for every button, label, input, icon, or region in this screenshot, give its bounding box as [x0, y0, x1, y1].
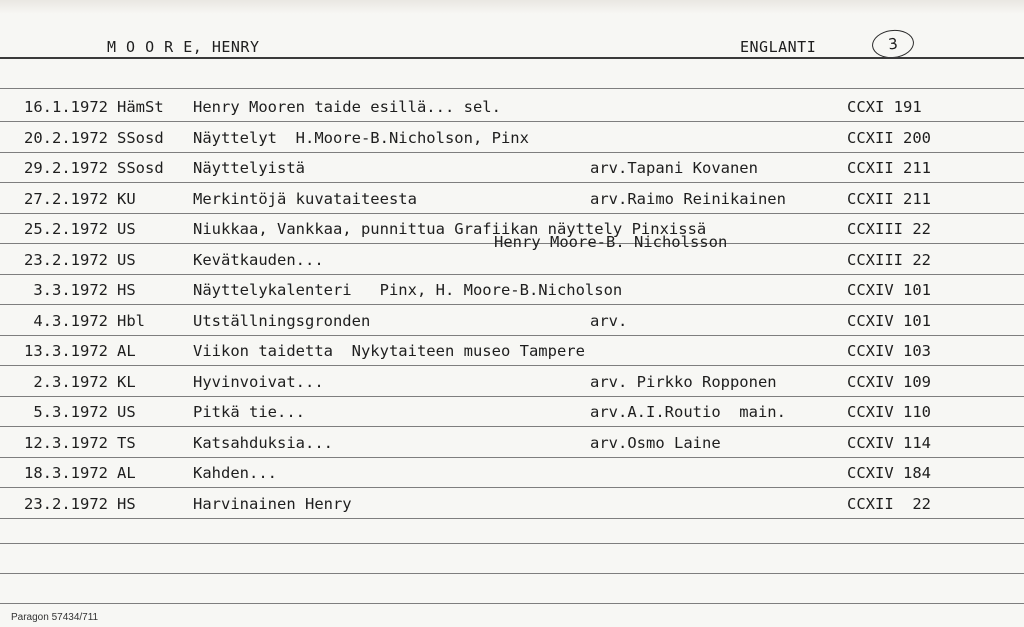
- entry-source: US: [117, 220, 136, 238]
- entry-ref: CCXIV 110: [847, 403, 931, 421]
- ruled-line: [0, 121, 1024, 122]
- entry-ref: CCXIV 184: [847, 464, 931, 482]
- entry-date: 25.2.1972: [24, 220, 108, 238]
- card-number-circle: 3: [871, 28, 916, 60]
- ruled-line: [0, 543, 1024, 544]
- entry-ref: CCXII 211: [847, 189, 931, 208]
- entry-date: 12.3.1972: [24, 433, 108, 452]
- entry-source: TS: [117, 433, 136, 452]
- ruled-line: [0, 603, 1024, 604]
- table-row: [0, 495, 1024, 519]
- entry-ref: CCXII 211: [847, 159, 931, 177]
- entry-date: 29.2.1972: [24, 159, 108, 177]
- ruled-line: [0, 518, 1024, 519]
- header-rule: [0, 57, 1024, 59]
- ruled-line: [0, 274, 1024, 275]
- entry-ref: CCXIV 114: [847, 433, 931, 452]
- entry-ref: CCXIII 22: [847, 220, 931, 238]
- entry-source: KL: [117, 372, 136, 391]
- ruled-line: [0, 573, 1024, 574]
- entry-ref: CCXII 22: [847, 494, 931, 513]
- entry-title: Kevätkauden...: [193, 250, 324, 269]
- entry-source: Hbl: [117, 311, 145, 330]
- ruled-line: [0, 335, 1024, 336]
- entry-title: Näyttelykalenteri Pinx, H. Moore-B.Nicholson: [193, 281, 623, 299]
- table-row: [0, 281, 1024, 305]
- entry-source: HS: [117, 494, 136, 513]
- entry-ref: CCXIV 109: [847, 372, 931, 391]
- entry-title: Niukkaa, Vankkaa, punnittua Grafiikan näyttely Pinxissä: [193, 220, 707, 238]
- ruled-line: [0, 396, 1024, 397]
- entry-source: SSosd: [117, 159, 164, 177]
- entry-author: arv.: [590, 311, 628, 330]
- entry-title: Viikon taidetta Nykytaiteen museo Tampere: [193, 342, 585, 360]
- entry-ref: CCXIII 22: [847, 250, 931, 269]
- table-row: [0, 98, 1024, 122]
- entry-title: Hyvinvoivat...: [193, 372, 324, 391]
- entry-source: HämSt: [117, 98, 164, 116]
- entry-source: US: [117, 403, 136, 421]
- entry-ref: CCXIV 103: [847, 342, 931, 360]
- ruled-line: [0, 182, 1024, 183]
- entry-date: 13.3.1972: [24, 342, 108, 360]
- entry-ref: CCXII 200: [847, 128, 931, 147]
- entry-source: AL: [117, 342, 136, 360]
- entry-date: 20.2.1972: [24, 128, 108, 147]
- entry-source: HS: [117, 281, 136, 299]
- entry-ref: CCXI 191: [847, 98, 922, 116]
- entry-date: 4.3.1972: [33, 311, 108, 330]
- artist-name: M O O R E, HENRY: [107, 38, 260, 56]
- card-top-edge: [0, 0, 1024, 14]
- entry-title: Henry Mooren taide esillä... sel.: [193, 98, 501, 116]
- table-row: [0, 129, 1024, 153]
- entry-source: KU: [117, 189, 136, 208]
- overtyped-subtitle: Henry Moore-B. Nicholsson: [494, 233, 728, 251]
- table-row: [0, 312, 1024, 336]
- ruled-line: [0, 457, 1024, 458]
- entry-date: 23.2.1972: [24, 494, 108, 513]
- entry-title: Merkintöjä kuvataiteesta: [193, 189, 417, 208]
- entry-title: Näyttelyistä: [193, 159, 305, 177]
- entry-title: Kahden...: [193, 464, 277, 482]
- entry-source: AL: [117, 464, 136, 482]
- entry-date: 3.3.1972: [33, 281, 108, 299]
- entry-author: arv.Osmo Laine: [590, 433, 721, 452]
- entry-ref: CCXIV 101: [847, 311, 931, 330]
- table-row: [0, 342, 1024, 366]
- entry-source: US: [117, 250, 136, 269]
- ruled-line: [0, 304, 1024, 305]
- entry-date: 5.3.1972: [33, 403, 108, 421]
- table-row: [0, 434, 1024, 458]
- entry-author: arv.A.I.Routio main.: [590, 403, 786, 421]
- ruled-line: [0, 365, 1024, 366]
- table-row: [0, 159, 1024, 183]
- entry-title: Harvinainen Henry: [193, 494, 352, 513]
- entry-source: SSosd: [117, 128, 164, 147]
- entry-author: arv. Pirkko Ropponen: [590, 372, 777, 391]
- table-row: [0, 251, 1024, 275]
- entry-ref: CCXIV 101: [847, 281, 931, 299]
- entry-date: 2.3.1972: [33, 372, 108, 391]
- table-row: [0, 190, 1024, 214]
- entry-date: 16.1.1972: [24, 98, 108, 116]
- entry-title: Näyttelyt H.Moore-B.Nicholson, Pinx: [193, 128, 529, 147]
- country-label: ENGLANTI: [740, 38, 817, 56]
- entry-date: 18.3.1972: [24, 464, 108, 482]
- printer-imprint: Paragon 57434/711: [11, 612, 99, 623]
- table-row: [0, 373, 1024, 397]
- ruled-line: [0, 152, 1024, 153]
- entry-title: Utställningsgronden: [193, 311, 371, 330]
- table-row: [0, 464, 1024, 488]
- entry-date: 27.2.1972: [24, 189, 108, 208]
- entry-author: arv.Raimo Reinikainen: [590, 189, 786, 208]
- ruled-line: [0, 213, 1024, 214]
- ruled-line: [0, 487, 1024, 488]
- table-row: [0, 403, 1024, 427]
- entry-date: 23.2.1972: [24, 250, 108, 269]
- entry-title: Pitkä tie...: [193, 403, 305, 421]
- ruled-line: [0, 88, 1024, 89]
- entry-title: Katsahduksia...: [193, 433, 333, 452]
- entry-author: arv.Tapani Kovanen: [590, 159, 758, 177]
- ruled-line: [0, 426, 1024, 427]
